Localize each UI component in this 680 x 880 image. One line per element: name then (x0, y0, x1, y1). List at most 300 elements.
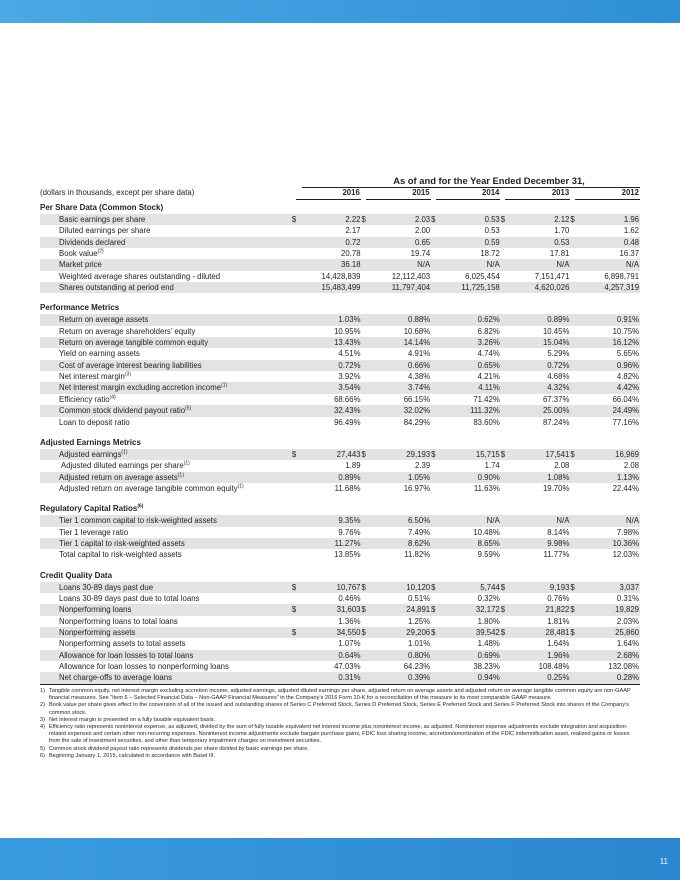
value-cell (570, 515, 640, 526)
footnote-text: Beginning January 1, 2015, calculated in accordance with Basel III. (49, 752, 216, 759)
currency-symbol (501, 326, 511, 337)
table-row (40, 627, 640, 638)
cell-value: 14.14% (403, 338, 431, 348)
currency-symbol (570, 472, 580, 483)
value-cell (501, 527, 571, 538)
value-cell (570, 661, 640, 672)
table-row (40, 527, 640, 538)
value-cell (570, 259, 640, 270)
footnote (40, 717, 640, 724)
currency-symbol (362, 394, 372, 405)
currency-symbol: $ (291, 215, 297, 224)
currency-symbol: $ (431, 627, 436, 637)
value-cell (501, 515, 571, 526)
cell-value: 4.68% (547, 372, 570, 382)
value-cell (362, 259, 432, 270)
section-title-text: Credit Quality Data (40, 570, 113, 580)
value-cell (501, 314, 571, 325)
cell-value: 29,193 (406, 449, 431, 459)
value-cell (570, 225, 640, 236)
cell-value: 0.53 (484, 226, 500, 236)
cell-value: 3.92% (338, 372, 361, 382)
currency-symbol (292, 472, 302, 483)
cell-value: 17.81 (549, 249, 570, 259)
cell-value: 71.42% (473, 394, 500, 404)
currency-symbol (570, 237, 580, 248)
value-cell (431, 360, 501, 371)
cell-value: N/A (626, 260, 640, 270)
footnote-ref: (1) (221, 382, 228, 389)
currency-symbol (501, 271, 511, 282)
value-cell (431, 237, 501, 248)
footnote-ref: (1) (237, 483, 244, 490)
cell-value: 11,797,404 (391, 283, 431, 293)
top-color-band (0, 0, 680, 23)
currency-symbol (292, 515, 302, 526)
cell-value: 10.75% (612, 326, 640, 336)
currency-symbol (292, 593, 302, 604)
cell-value: 2.12 (554, 215, 570, 224)
value-cell (570, 326, 640, 337)
cell-value: 5.29% (547, 349, 570, 359)
row-label (40, 371, 292, 382)
value-cell (501, 449, 571, 460)
value-cell (570, 371, 640, 382)
footnote-ref: (1) (183, 460, 190, 467)
cell-value: 0.39% (408, 673, 431, 683)
currency-symbol (501, 282, 511, 293)
value-cell (501, 538, 571, 549)
value-cell (292, 616, 362, 627)
cell-value: 22.44% (612, 483, 640, 493)
section-title-text: Performance Metrics (40, 303, 120, 313)
row-label-text: Tier 1 leverage ratio (59, 527, 129, 537)
currency-symbol (431, 282, 441, 293)
row-label-text: Book value (59, 249, 98, 259)
currency-symbol (431, 549, 441, 560)
table-row (40, 449, 640, 460)
currency-symbol (362, 348, 372, 359)
row-label (40, 582, 292, 593)
cell-value: 4.21% (477, 372, 500, 382)
cell-value: 6,898,791 (604, 271, 640, 281)
cell-value: 14,428,839 (321, 271, 361, 281)
currency-symbol (292, 538, 302, 549)
cell-value: 31,603 (336, 605, 361, 615)
row-label-text: Tier 1 capital to risk-weighted assets (59, 538, 185, 548)
row-label (40, 449, 292, 460)
currency-symbol (292, 394, 302, 405)
table-row (40, 515, 640, 526)
cell-value: 4.91% (408, 349, 431, 359)
cell-value: 0.66% (408, 360, 431, 370)
cell-value: 36.18 (341, 260, 361, 270)
value-cell (362, 326, 432, 337)
cell-value: 10,120 (406, 582, 431, 592)
currency-symbol (501, 616, 511, 627)
currency-symbol (292, 225, 302, 236)
value-cell (570, 472, 640, 483)
value-cell (570, 405, 640, 416)
currency-symbol (501, 225, 511, 236)
row-label (40, 515, 292, 526)
value-cell (431, 271, 501, 282)
value-cell (362, 237, 432, 248)
footnote-ref: (5) (185, 405, 192, 412)
currency-symbol (292, 348, 302, 359)
value-cell (431, 527, 501, 538)
footnote-number: 3) (40, 716, 45, 723)
cell-value: 0.64% (338, 650, 361, 660)
footnote-number: 6) (40, 752, 45, 759)
cell-value: 0.53 (484, 215, 500, 224)
value-cell (501, 616, 571, 627)
currency-symbol (362, 549, 372, 560)
value-cell (431, 405, 501, 416)
currency-symbol (362, 314, 372, 325)
currency-symbol (570, 360, 580, 371)
row-label-text: Loans 30-89 days past due (59, 582, 154, 592)
currency-symbol (501, 248, 511, 259)
cell-value: 10.68% (403, 326, 431, 336)
value-cell (570, 527, 640, 538)
cell-value: 1.25% (408, 616, 431, 626)
footnote-number: 1) (40, 688, 45, 694)
currency-symbol (292, 650, 302, 661)
value-cell (501, 638, 571, 649)
value-cell (570, 638, 640, 649)
value-cell (431, 417, 501, 428)
currency-symbol (501, 417, 511, 428)
currency-symbol: $ (361, 627, 366, 637)
cell-value: 39,542 (475, 627, 500, 637)
cell-value: N/A (486, 260, 500, 270)
footnote-number: 5) (40, 745, 45, 752)
cell-value: 0.72 (345, 237, 361, 247)
cell-value: 8.62% (408, 538, 431, 548)
value-cell (501, 326, 571, 337)
cell-value: 9.98% (547, 538, 570, 548)
currency-symbol: $ (500, 449, 506, 459)
value-cell (431, 627, 501, 638)
value-cell (431, 661, 501, 672)
currency-symbol (431, 382, 441, 393)
value-cell (362, 460, 432, 471)
row-label (40, 483, 292, 494)
currency-symbol (570, 460, 580, 471)
cell-value: 1.81% (547, 616, 570, 626)
footnote-number: 4) (40, 724, 45, 731)
value-cell (362, 225, 432, 236)
currency-symbol (431, 672, 441, 683)
row-label (40, 638, 292, 649)
value-cell (292, 271, 362, 282)
value-cell (362, 348, 432, 359)
value-cell (362, 527, 432, 538)
value-cell (431, 259, 501, 270)
cell-value: 77.16% (612, 417, 640, 427)
cell-value: 0.46% (338, 593, 361, 603)
value-cell (431, 549, 501, 560)
cell-value: 12,112,403 (391, 271, 431, 281)
value-cell (362, 417, 432, 428)
value-cell (362, 593, 432, 604)
row-label-text: Cost of average interest bearing liabilities (59, 360, 202, 370)
footnote-ref: (2) (97, 248, 104, 255)
value-cell (292, 449, 362, 460)
currency-symbol (501, 394, 511, 405)
row-label (40, 394, 292, 405)
currency-symbol: $ (361, 605, 366, 615)
currency-symbol (362, 472, 372, 483)
currency-symbol (570, 271, 580, 282)
currency-symbol (431, 661, 441, 672)
value-cell (501, 627, 571, 638)
currency-symbol: $ (500, 582, 506, 592)
cell-value: 1.96% (547, 650, 570, 660)
value-cell (292, 582, 362, 593)
cell-value: 4,620,026 (534, 283, 570, 293)
value-cell (501, 460, 571, 471)
value-cell (292, 405, 362, 416)
row-label (40, 627, 292, 638)
value-cell (431, 314, 501, 325)
value-cell (570, 582, 640, 593)
table-row (40, 661, 640, 672)
cell-value: 0.69% (477, 650, 500, 660)
currency-symbol: $ (431, 605, 436, 615)
table-row (40, 460, 640, 471)
value-cell (501, 604, 571, 615)
cell-value: 11.82% (404, 550, 431, 560)
bottom-color-band (0, 838, 680, 880)
cell-value: 4.82% (616, 372, 640, 382)
table-row (40, 417, 640, 428)
footnotes (40, 688, 640, 760)
currency-symbol (292, 382, 302, 393)
value-cell (292, 549, 362, 560)
cell-value: 0.59 (484, 237, 500, 247)
table-row (40, 582, 640, 593)
currency-symbol (362, 237, 372, 248)
year-header: 2015 (366, 188, 431, 200)
value-cell (501, 282, 571, 293)
row-label (40, 417, 292, 428)
row-label-text: Adjusted diluted earnings per share (61, 461, 184, 471)
value-cell (570, 672, 640, 683)
value-cell (501, 672, 571, 683)
value-cell (362, 661, 432, 672)
row-label-text: Loans 30-89 days past due to total loans (59, 593, 200, 603)
cell-value: 10.48% (473, 527, 500, 537)
cell-value: 4.11% (478, 383, 500, 393)
cell-value: 2.68% (616, 650, 640, 660)
cell-value: 11.27% (334, 538, 361, 548)
table-row (40, 248, 640, 259)
cell-value: 10.95% (334, 326, 361, 336)
currency-symbol (570, 417, 580, 428)
row-label-text: Efficiency ratio (59, 394, 110, 404)
currency-symbol (570, 382, 580, 393)
cell-value: 1.74 (484, 461, 500, 471)
value-cell (362, 604, 432, 615)
cell-value: 3.74% (408, 383, 431, 393)
currency-symbol (570, 248, 580, 259)
cell-value: 0.25% (547, 673, 570, 683)
cell-value: N/A (626, 516, 640, 526)
currency-symbol (362, 282, 372, 293)
currency-symbol (362, 382, 372, 393)
cell-value: 6.50% (408, 516, 431, 526)
cell-value: 84.29% (403, 417, 431, 427)
row-label-text: Net interest margin excluding accretion income (59, 383, 222, 393)
value-cell (292, 515, 362, 526)
currency-symbol (292, 483, 302, 494)
currency-symbol: $ (291, 627, 297, 637)
currency-symbol (501, 650, 511, 661)
value-cell (431, 650, 501, 661)
year-header: 2016 (296, 188, 361, 200)
value-cell (570, 214, 640, 225)
value-cell (431, 616, 501, 627)
row-label (40, 672, 292, 683)
cell-value: 111.32% (470, 406, 500, 416)
currency-symbol (292, 661, 302, 672)
currency-symbol (431, 314, 441, 325)
cell-value: 66.15% (403, 394, 431, 404)
currency-symbol (431, 538, 441, 549)
cell-value: 47.03% (334, 662, 361, 671)
cell-value: 1.48% (477, 639, 500, 649)
cell-value: 1.89 (345, 461, 361, 471)
row-label (40, 616, 292, 627)
currency-symbol (292, 360, 302, 371)
footnote (40, 724, 640, 746)
row-label-text: Nonperforming loans (59, 605, 132, 615)
cell-value: 0.88% (408, 315, 431, 325)
cell-value: 13.85% (334, 550, 361, 560)
cell-value: 0.89% (338, 472, 361, 482)
currency-symbol (362, 661, 372, 672)
cell-value: N/A (417, 260, 431, 270)
currency-symbol (362, 616, 372, 627)
cell-value: 64.23% (403, 662, 431, 671)
currency-symbol (362, 371, 372, 382)
currency-symbol (362, 271, 372, 282)
row-label (40, 527, 292, 538)
currency-symbol (570, 527, 580, 538)
value-cell (431, 638, 501, 649)
currency-symbol (501, 538, 511, 549)
currency-symbol (501, 382, 511, 393)
value-cell (292, 371, 362, 382)
footnote-ref: (1) (177, 471, 184, 478)
currency-symbol: $ (291, 449, 297, 459)
currency-symbol (501, 472, 511, 483)
value-cell (431, 394, 501, 405)
section-spacer (40, 561, 640, 570)
currency-symbol (570, 616, 580, 627)
row-label-text: Adjusted return on average assets (59, 472, 178, 482)
value-cell (362, 650, 432, 661)
value-cell (362, 314, 432, 325)
footnote-text: Common stock dividend payout ratio represents dividends per share divided by basic earnings per share. (49, 745, 309, 752)
footnote (40, 753, 640, 760)
value-cell (431, 460, 501, 471)
table-row (40, 616, 640, 627)
currency-symbol: $ (570, 605, 575, 615)
currency-symbol: $ (500, 627, 506, 637)
value-cell (570, 460, 640, 471)
value-cell (570, 483, 640, 494)
cell-value: 67.37% (542, 394, 570, 404)
currency-symbol (292, 417, 302, 428)
table-row (40, 483, 640, 494)
cell-value: 4.42% (616, 383, 640, 393)
row-label-text: Dividends declared (59, 237, 126, 247)
currency-symbol (431, 593, 441, 604)
cell-value: 11.63% (473, 483, 500, 493)
value-cell (570, 360, 640, 371)
value-cell (501, 248, 571, 259)
cell-value: 1.96 (623, 215, 640, 224)
currency-symbol (501, 672, 511, 683)
cell-value: 10.36% (612, 538, 640, 548)
table-row (40, 549, 640, 560)
cell-value: 1.64% (616, 639, 640, 649)
section-title-text: Regulatory Capital Ratios (40, 504, 138, 514)
currency-symbol: $ (431, 215, 436, 224)
cell-value: 34,550 (336, 627, 361, 637)
value-cell (362, 515, 432, 526)
value-cell (431, 326, 501, 337)
value-cell (292, 638, 362, 649)
value-cell (292, 604, 362, 615)
cell-value: 0.96% (616, 360, 640, 370)
row-label (40, 460, 292, 471)
value-cell (501, 259, 571, 270)
row-label (40, 314, 292, 325)
currency-symbol (501, 337, 511, 348)
currency-symbol: $ (291, 605, 297, 615)
currency-symbol (362, 460, 372, 471)
value-cell (292, 650, 362, 661)
value-cell (501, 360, 571, 371)
row-label-text: Weighted average shares outstanding - diluted (59, 271, 221, 281)
value-cell (431, 538, 501, 549)
value-cell (431, 593, 501, 604)
currency-symbol (292, 549, 302, 560)
value-cell (362, 627, 432, 638)
currency-symbol (362, 515, 372, 526)
row-label-text: Tier 1 common capital to risk-weighted assets (59, 516, 217, 526)
currency-symbol (501, 371, 511, 382)
currency-symbol (292, 460, 302, 471)
currency-symbol (431, 472, 441, 483)
currency-symbol (501, 638, 511, 649)
currency-symbol (431, 527, 441, 538)
section-spacer (40, 293, 640, 302)
currency-symbol: $ (500, 215, 506, 224)
cell-value: 2.08 (623, 461, 639, 471)
currency-symbol (292, 248, 302, 259)
value-cell (362, 582, 432, 593)
cell-value: 2.22 (345, 215, 361, 224)
table-row (40, 360, 640, 371)
cell-value: 10,767 (336, 582, 361, 592)
value-cell (431, 604, 501, 615)
currency-symbol (501, 483, 511, 494)
